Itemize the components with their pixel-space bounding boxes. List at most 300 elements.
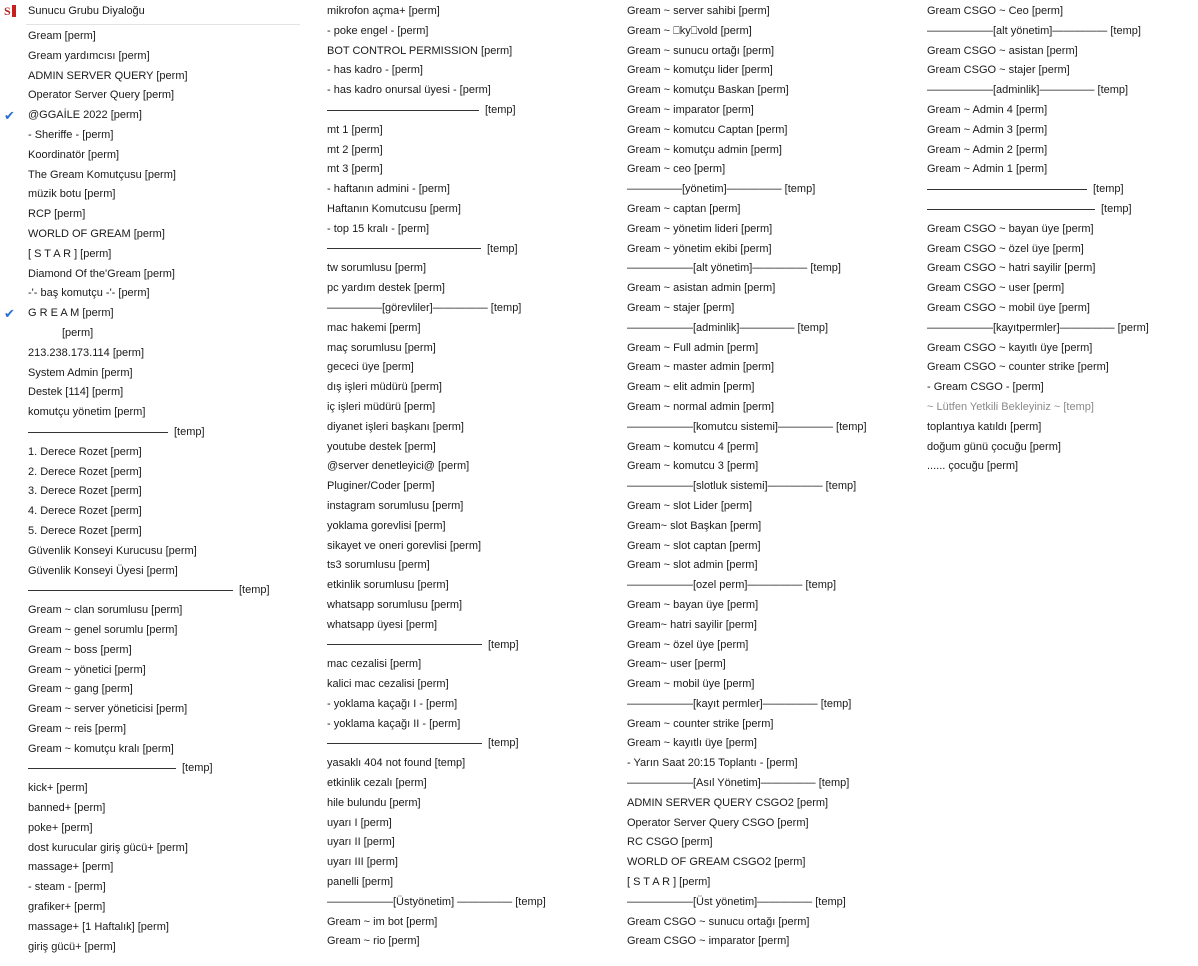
- group-item-label: - has kadro - [perm]: [327, 64, 423, 77]
- group-item-label: ——————[ozel perm]————— [temp]: [627, 579, 837, 592]
- group-item[interactable]: [924, 22, 1194, 42]
- group-item-label: Gream~ user [perm]: [627, 658, 726, 671]
- group-item[interactable]: [624, 636, 914, 656]
- group-item-label: gececi üye [perm]: [327, 361, 414, 374]
- group-item[interactable]: [324, 675, 614, 695]
- group-item[interactable]: [624, 240, 914, 260]
- group-item-label: Gream CSGO ~ stajer [perm]: [927, 64, 1070, 77]
- group-item[interactable]: [924, 339, 1194, 359]
- group-item[interactable]: [624, 616, 914, 636]
- group-item[interactable]: [324, 418, 614, 438]
- group-item-label: Gream ~ rio [perm]: [327, 935, 420, 948]
- group-item[interactable]: [924, 438, 1194, 458]
- group-item[interactable]: [324, 695, 614, 715]
- group-item[interactable]: [324, 477, 614, 497]
- group-item[interactable]: [0, 938, 300, 958]
- group-item[interactable]: [624, 141, 914, 161]
- group-item[interactable]: [624, 774, 914, 794]
- group-item-label: Gream CSGO ~ imparator [perm]: [627, 935, 790, 948]
- group-item-label: [ S T A R ] [perm]: [28, 247, 112, 260]
- group-item[interactable]: [324, 913, 614, 933]
- group-item[interactable]: [924, 418, 1194, 438]
- group-item[interactable]: [0, 324, 300, 344]
- group-item[interactable]: [624, 833, 914, 853]
- group-item-label: ——————[komutcu sistemi]————— [temp]: [627, 420, 867, 433]
- group-item-label: WORLD OF GREAM [perm]: [28, 227, 165, 240]
- group-item[interactable]: [0, 482, 300, 502]
- group-item-label: - yoklama kaçağı I - [perm]: [327, 697, 458, 710]
- group-separator[interactable]: [324, 101, 614, 121]
- group-item[interactable]: [924, 457, 1194, 477]
- group-item[interactable]: [0, 284, 300, 304]
- group-item-label: mac hakemi [perm]: [327, 321, 421, 334]
- group-item[interactable]: [624, 200, 914, 220]
- group-item-label: [temp]: [488, 638, 519, 651]
- group-item[interactable]: [624, 101, 914, 121]
- group-item[interactable]: [0, 819, 300, 839]
- group-item-label: Gream [perm]: [28, 30, 96, 42]
- group-item[interactable]: [0, 661, 300, 681]
- group-separator[interactable]: [324, 636, 614, 656]
- group-item[interactable]: [0, 562, 300, 582]
- group-item[interactable]: [324, 121, 614, 141]
- group-item[interactable]: [0, 86, 300, 106]
- group-item-label: ——————[adminlik]————— [temp]: [627, 321, 829, 334]
- group-item-label: Operator Server Query [perm]: [28, 89, 175, 102]
- group-item[interactable]: [624, 358, 914, 378]
- group-item[interactable]: [624, 299, 914, 319]
- group-item[interactable]: [0, 126, 300, 146]
- group-item-label: - has kadro onursal üyesi - [perm]: [327, 84, 491, 97]
- group-item-label: Gream ~ slot admin [perm]: [627, 559, 758, 572]
- group-item[interactable]: [0, 621, 300, 641]
- group-item-label: iç işleri müdürü [perm]: [327, 400, 436, 413]
- group-item-label: Gream ~ imparator [perm]: [627, 103, 754, 116]
- group-item[interactable]: [0, 918, 300, 938]
- group-item[interactable]: [624, 537, 914, 557]
- group-item[interactable]: [0, 245, 300, 265]
- group-list-column-4: [924, 0, 1194, 477]
- group-item-label: 5. Derece Rozet [perm]: [28, 524, 142, 537]
- group-item-label: mikrofon açma+ [perm]: [327, 5, 440, 17]
- group-item-label: Gream CSGO ~ counter strike [perm]: [927, 361, 1109, 374]
- group-item-label: System Admin [perm]: [28, 366, 133, 379]
- group-item-label: @GGAİLE 2022 [perm]: [28, 109, 142, 122]
- group-item-label: kalici mac cezalisi [perm]: [327, 678, 449, 691]
- group-item-label: ——————[Üst yönetim]————— [temp]: [627, 895, 846, 908]
- group-item-label: 213.238.173.114 [perm]: [28, 346, 144, 359]
- group-item[interactable]: [324, 299, 614, 319]
- group-item-label: maç sorumlusu [perm]: [327, 341, 436, 354]
- group-item-label: Güvenlik Konseyi Kurucusu [perm]: [28, 544, 197, 557]
- group-item-label: Operator Server Query CSGO [perm]: [627, 816, 809, 829]
- group-item[interactable]: [624, 715, 914, 735]
- group-item[interactable]: [324, 61, 614, 81]
- group-item[interactable]: [0, 265, 300, 285]
- separator-line: [28, 590, 233, 591]
- group-item[interactable]: [624, 655, 914, 675]
- group-item[interactable]: [624, 418, 914, 438]
- group-item[interactable]: [0, 542, 300, 562]
- group-item-label: Gream ~ server sahibi [perm]: [627, 5, 770, 17]
- group-item[interactable]: [924, 259, 1194, 279]
- group-separator[interactable]: [324, 240, 614, 260]
- group-item[interactable]: [0, 601, 300, 621]
- group-item-label: instagram sorumlusu [perm]: [327, 499, 464, 512]
- group-item[interactable]: [324, 200, 614, 220]
- group-item[interactable]: [0, 146, 300, 166]
- group-item-label: Gream CSGO ~ user [perm]: [927, 282, 1065, 295]
- group-item[interactable]: [624, 398, 914, 418]
- group-item-label: grafiker+ [perm]: [28, 901, 106, 914]
- group-item-label: poke+ [perm]: [28, 821, 93, 834]
- checkmark-icon: ✔: [4, 108, 15, 124]
- group-item-label: Gream ~ genel sorumlu [perm]: [28, 623, 178, 636]
- group-item[interactable]: [0, 898, 300, 918]
- group-item[interactable]: [324, 774, 614, 794]
- group-item-label: [temp]: [487, 242, 518, 255]
- group-item[interactable]: [624, 378, 914, 398]
- group-item-label: - haftanın admini - [perm]: [327, 183, 450, 196]
- group-item-label: Gream ~ yönetim ekibi [perm]: [627, 242, 772, 255]
- group-item[interactable]: [0, 641, 300, 661]
- group-item[interactable]: [624, 81, 914, 101]
- group-item[interactable]: [324, 517, 614, 537]
- group-item-label: ——————[kayıtpermler]————— [perm]: [927, 321, 1149, 334]
- checkmark-icon: ✔: [4, 306, 15, 322]
- group-item[interactable]: [624, 596, 914, 616]
- group-item[interactable]: [624, 42, 914, 62]
- group-item[interactable]: [324, 715, 614, 735]
- group-item-label: Gream ~ yönetici [perm]: [28, 663, 146, 676]
- group-item[interactable]: [924, 220, 1194, 240]
- group-item[interactable]: [0, 27, 300, 47]
- group-item-label: kick+ [perm]: [28, 782, 88, 795]
- group-item-label: - top 15 kralı - [perm]: [327, 222, 430, 235]
- group-item[interactable]: [924, 358, 1194, 378]
- group-item-label: massage+ [1 Haftalık] [perm]: [28, 920, 169, 933]
- group-item[interactable]: [324, 833, 614, 853]
- group-item-label: banned+ [perm]: [28, 802, 106, 815]
- server-group-icon: S: [4, 4, 20, 18]
- separator-line: [28, 432, 168, 433]
- group-item[interactable]: [0, 67, 300, 87]
- group-item[interactable]: [324, 42, 614, 62]
- group-item-label: ——————[alt yönetim]————— [temp]: [627, 262, 841, 275]
- group-item[interactable]: [0, 166, 300, 186]
- group-item[interactable]: [324, 22, 614, 42]
- group-item[interactable]: [0, 799, 300, 819]
- group-item-label: ——————[Asıl Yönetim]————— [temp]: [627, 777, 850, 790]
- group-item-label: mac cezalisi [perm]: [327, 658, 422, 671]
- group-item[interactable]: [624, 438, 914, 458]
- group-item-label: Gream ~ elit admin [perm]: [627, 381, 755, 394]
- group-item[interactable]: [324, 220, 614, 240]
- group-item-label: - Yarın Saat 20:15 Toplantı - [perm]: [627, 757, 798, 770]
- group-item-label: ADMIN SERVER QUERY [perm]: [28, 69, 188, 82]
- group-item[interactable]: [324, 2, 614, 22]
- group-item[interactable]: [624, 279, 914, 299]
- group-item[interactable]: [324, 319, 614, 339]
- group-item[interactable]: [0, 364, 300, 384]
- group-item-label: dış işleri müdürü [perm]: [327, 381, 442, 394]
- group-item-label: Gream CSGO ~ kayıtlı üye [perm]: [927, 341, 1093, 354]
- group-item-label: [temp]: [1101, 202, 1132, 215]
- group-item[interactable]: [624, 734, 914, 754]
- group-item[interactable]: [0, 106, 300, 126]
- group-item[interactable]: [324, 398, 614, 418]
- group-item[interactable]: [624, 576, 914, 596]
- group-item[interactable]: [324, 160, 614, 180]
- group-item-label: Gream~ slot Başkan [perm]: [627, 519, 762, 532]
- group-item-label: doğum günü çocuğu [perm]: [927, 440, 1061, 453]
- group-item-label: Gream ~ komutcu 4 [perm]: [627, 440, 759, 453]
- group-item-label: Gream ~ yönetim lideri [perm]: [627, 222, 773, 235]
- group-item[interactable]: [324, 141, 614, 161]
- group-item[interactable]: [924, 398, 1194, 418]
- group-item-label: 1. Derece Rozet [perm]: [28, 445, 142, 458]
- group-item[interactable]: [0, 740, 300, 760]
- group-item-label: Gream ~ counter strike [perm]: [627, 717, 774, 730]
- group-item[interactable]: [924, 240, 1194, 260]
- group-item[interactable]: [624, 556, 914, 576]
- group-item[interactable]: [324, 339, 614, 359]
- group-item[interactable]: [0, 205, 300, 225]
- group-item-label: Destek [114] [perm]: [28, 386, 124, 399]
- group-item-label: G R E A M [perm]: [28, 307, 114, 320]
- group-item[interactable]: [924, 299, 1194, 319]
- group-item[interactable]: [624, 319, 914, 339]
- dialog-title: [0, 0, 300, 22]
- group-item-label: [temp]: [174, 425, 205, 438]
- group-item-label: [perm]: [62, 326, 94, 339]
- group-separator[interactable]: [0, 581, 300, 601]
- group-item-label: - poke engel - [perm]: [327, 24, 429, 37]
- group-item[interactable]: [324, 259, 614, 279]
- group-item-label: Gream~ hatri sayilir [perm]: [627, 618, 757, 631]
- group-item[interactable]: [324, 893, 614, 913]
- group-item-label: etkinlik sorumlusu [perm]: [327, 579, 449, 592]
- group-item-label: uyarı II [perm]: [327, 836, 395, 849]
- group-list-column-3: [624, 0, 914, 952]
- group-item-label: Güvenlik Konseyi Üyesi [perm]: [28, 564, 178, 577]
- group-item-label: hile bulundu [perm]: [327, 796, 421, 809]
- separator-line: [327, 743, 482, 744]
- group-item[interactable]: [324, 378, 614, 398]
- group-item[interactable]: [624, 220, 914, 240]
- group-item[interactable]: [924, 61, 1194, 81]
- group-item-label: Gream CSGO ~ asistan [perm]: [927, 44, 1078, 57]
- group-item[interactable]: [0, 779, 300, 799]
- group-item[interactable]: [624, 497, 914, 517]
- group-item-label: —————[yönetim]————— [temp]: [627, 183, 816, 196]
- group-item[interactable]: [0, 463, 300, 483]
- group-item[interactable]: [624, 873, 914, 893]
- group-item[interactable]: [624, 893, 914, 913]
- group-item[interactable]: [324, 358, 614, 378]
- group-item-label: Gream ~ im bot [perm]: [327, 915, 438, 928]
- group-item[interactable]: [924, 279, 1194, 299]
- group-separator[interactable]: [0, 423, 300, 443]
- group-item[interactable]: [924, 2, 1194, 22]
- group-item-label: Gream ~ stajer [perm]: [627, 301, 735, 314]
- group-item[interactable]: [624, 22, 914, 42]
- separator-line: [927, 209, 1095, 210]
- group-item[interactable]: [624, 754, 914, 774]
- group-item-label: toplantıya katıldı [perm]: [927, 420, 1042, 433]
- group-item[interactable]: [624, 932, 914, 952]
- group-item[interactable]: [624, 61, 914, 81]
- group-item[interactable]: [924, 42, 1194, 62]
- group-item-label: Diamond Of the'Gream [perm]: [28, 267, 175, 280]
- group-item-label: -'- baş komutçu -'- [perm]: [28, 287, 150, 300]
- group-item[interactable]: [0, 700, 300, 720]
- group-item-label: dost kurucular giriş gücü+ [perm]: [28, 841, 188, 854]
- group-item[interactable]: [624, 180, 914, 200]
- group-item-label: ——————[alt yönetim]————— [temp]: [927, 24, 1141, 37]
- group-item-label: [temp]: [239, 584, 270, 597]
- group-item-label: 4. Derece Rozet [perm]: [28, 505, 142, 518]
- group-item[interactable]: [0, 878, 300, 898]
- group-item-label: Gream ~ slot Lider [perm]: [627, 499, 753, 512]
- group-item[interactable]: [0, 720, 300, 740]
- group-item-label: —————[görevliler]————— [temp]: [327, 301, 522, 314]
- group-item-label: BOT CONTROL PERMISSION [perm]: [327, 44, 513, 57]
- group-item[interactable]: [324, 438, 614, 458]
- group-item[interactable]: [0, 225, 300, 245]
- group-separator[interactable]: [0, 759, 300, 779]
- group-item[interactable]: [324, 556, 614, 576]
- group-list-column-1: [0, 0, 300, 957]
- group-item[interactable]: [324, 616, 614, 636]
- group-item[interactable]: [624, 259, 914, 279]
- group-item-label: Gream ~ reis [perm]: [28, 722, 127, 735]
- group-item-label: Gream ~ boss [perm]: [28, 643, 132, 656]
- group-item[interactable]: [624, 160, 914, 180]
- group-item[interactable]: [324, 794, 614, 814]
- group-item[interactable]: [324, 81, 614, 101]
- group-item[interactable]: [624, 794, 914, 814]
- group-item[interactable]: [0, 680, 300, 700]
- group-item[interactable]: [924, 121, 1194, 141]
- group-item[interactable]: [624, 853, 914, 873]
- group-item-label: Gream CSGO ~ bayan üye [perm]: [927, 222, 1094, 235]
- group-item-label: Gream ~ asistan admin [perm]: [627, 282, 776, 295]
- group-item[interactable]: [624, 457, 914, 477]
- group-separator[interactable]: [924, 180, 1194, 200]
- group-item-label: mt 3 [perm]: [327, 163, 383, 176]
- group-item-label: diyanet işleri başkanı [perm]: [327, 420, 464, 433]
- group-item[interactable]: [324, 457, 614, 477]
- group-item-label: [temp]: [485, 103, 516, 116]
- group-item-label: whatsapp sorumlusu [perm]: [327, 598, 463, 611]
- group-item[interactable]: [624, 339, 914, 359]
- group-item-label: ——————[adminlik]————— [temp]: [927, 84, 1129, 97]
- group-item[interactable]: [0, 502, 300, 522]
- group-item-label: Gream ~ master admin [perm]: [627, 361, 775, 374]
- group-item[interactable]: [324, 537, 614, 557]
- group-item[interactable]: [624, 913, 914, 933]
- group-item[interactable]: [0, 344, 300, 364]
- group-item[interactable]: [0, 185, 300, 205]
- group-item[interactable]: [624, 675, 914, 695]
- group-item-label: Gream ~ ceo [perm]: [627, 163, 726, 176]
- group-item-label: 3. Derece Rozet [perm]: [28, 485, 142, 498]
- group-item[interactable]: [0, 522, 300, 542]
- group-item-label: Gream ~ gang [perm]: [28, 683, 133, 696]
- group-item[interactable]: [624, 2, 914, 22]
- group-item[interactable]: [0, 47, 300, 67]
- group-item-label: pc yardım destek [perm]: [327, 282, 445, 295]
- group-item-label: Gream CSGO ~ mobil üye [perm]: [927, 301, 1090, 314]
- separator-line: [327, 248, 481, 249]
- group-item-label: Gream yardımcısı [perm]: [28, 49, 150, 62]
- group-item[interactable]: [624, 477, 914, 497]
- group-item-label: [temp]: [1093, 183, 1124, 196]
- group-item[interactable]: [324, 932, 614, 952]
- separator-line: [28, 768, 176, 769]
- group-item-label: Gream ~ Admin 3 [perm]: [927, 123, 1048, 136]
- group-item[interactable]: [324, 596, 614, 616]
- group-item[interactable]: [624, 517, 914, 537]
- group-item[interactable]: [324, 853, 614, 873]
- group-item-label: Gream ~ komutçu lider [perm]: [627, 64, 773, 77]
- group-item[interactable]: [0, 839, 300, 859]
- group-item[interactable]: [0, 403, 300, 423]
- group-item-label: uyarı III [perm]: [327, 856, 398, 869]
- group-item[interactable]: [924, 319, 1194, 339]
- group-item-label: yasaklı 404 not found [temp]: [327, 757, 466, 770]
- group-item-label: [temp]: [488, 737, 519, 750]
- group-item[interactable]: [924, 81, 1194, 101]
- dialog-title-text: Sunucu Grubu Diyaloğu: [28, 5, 145, 17]
- group-item[interactable]: [324, 497, 614, 517]
- group-item[interactable]: [924, 160, 1194, 180]
- group-item[interactable]: [0, 443, 300, 463]
- group-separator[interactable]: [924, 200, 1194, 220]
- group-item[interactable]: [924, 141, 1194, 161]
- group-item[interactable]: [324, 180, 614, 200]
- group-item[interactable]: [0, 383, 300, 403]
- group-item[interactable]: [624, 695, 914, 715]
- group-item-label: Gream CSGO ~ özel üye [perm]: [927, 242, 1084, 255]
- group-item-label: Gream ~ komutcu Captan [perm]: [627, 123, 788, 136]
- group-item-label: Gream ~ komutcu 3 [perm]: [627, 460, 759, 473]
- group-item[interactable]: [324, 279, 614, 299]
- group-item-label: [ S T A R ] [perm]: [627, 876, 711, 889]
- group-item-label: Haftanın Komutcusu [perm]: [327, 202, 461, 215]
- group-separator[interactable]: [324, 734, 614, 754]
- group-item[interactable]: [624, 814, 914, 834]
- group-item[interactable]: [0, 304, 300, 324]
- group-item-label: Gream ~ komutçu Baskan [perm]: [627, 84, 789, 97]
- group-item[interactable]: [324, 576, 614, 596]
- group-item[interactable]: [0, 858, 300, 878]
- group-item-label: Gream ~ komutçu admin [perm]: [627, 143, 782, 156]
- group-item-label: - yoklama kaçağı II - [perm]: [327, 717, 461, 730]
- group-item-label: sikayet ve oneri gorevlisi [perm]: [327, 539, 482, 552]
- group-item[interactable]: [324, 655, 614, 675]
- group-item[interactable]: [324, 814, 614, 834]
- group-item[interactable]: [924, 101, 1194, 121]
- group-item[interactable]: [324, 754, 614, 774]
- group-item-label: yoklama gorevlisi [perm]: [327, 519, 446, 532]
- group-item[interactable]: [324, 873, 614, 893]
- group-item-label: Gream ~ özel üye [perm]: [627, 638, 749, 651]
- group-item[interactable]: [624, 121, 914, 141]
- group-item-label: Gream ~ server yöneticisi [perm]: [28, 703, 188, 716]
- group-item[interactable]: [924, 378, 1194, 398]
